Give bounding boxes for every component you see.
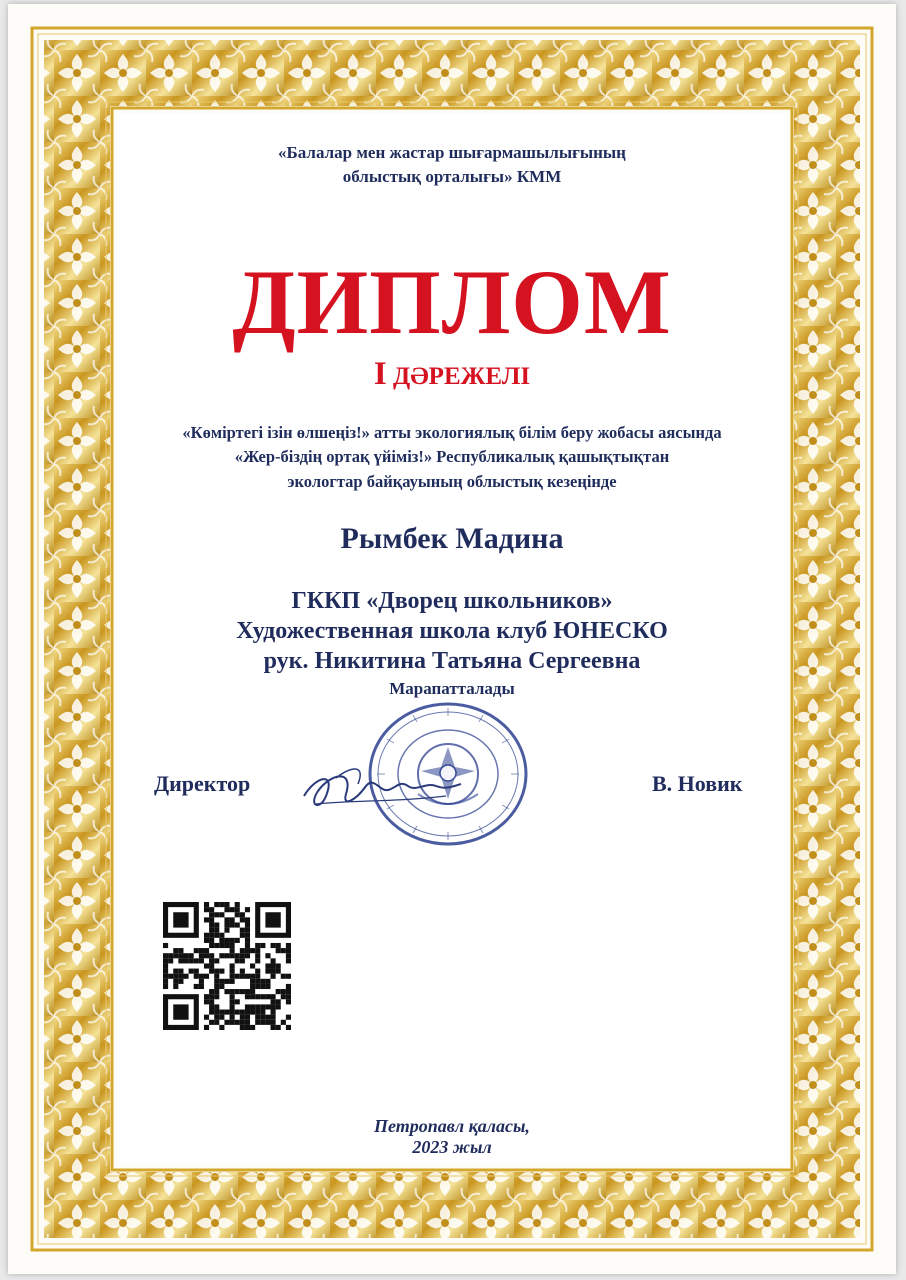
degree-label <box>8 356 896 392</box>
signatory-name: В. Новик <box>652 771 743 796</box>
recipient-name: Рымбек Мадина <box>340 522 564 555</box>
school-line-3: рук. Никитина Татьяна Сергеевна <box>263 648 641 674</box>
description-line-1: «Көміртегі ізін өлшеңіз!» атты экологиялық білім беру жобасы аясында <box>182 423 722 442</box>
qr-code-icon[interactable] <box>163 902 291 1030</box>
handwritten-signature-icon <box>296 756 466 826</box>
description-line-2: «Жер-біздің ортақ үйіміз!» Республикалық қашықтықтан <box>234 447 670 466</box>
organization-line-2: облыстық орталығы» КММ <box>342 167 562 186</box>
school-line-1: ГККП «Дворец школьников» <box>291 588 613 614</box>
diploma-title: ДИПЛОМ <box>232 251 672 353</box>
degree-word: ДӘРЕЖЕЛІ <box>393 363 531 390</box>
signature-role: Директор <box>154 771 251 796</box>
description-line-3: экологтар байқауының облыстық кезеңінде <box>287 472 617 491</box>
diploma-page <box>8 4 896 1274</box>
award-text: Марапатталады <box>389 679 515 698</box>
footer-year: 2023 жыл <box>412 1137 492 1157</box>
organization-line-1: «Балалар мен жастар шығармашылығының <box>278 143 626 162</box>
degree-numeral: I <box>373 356 387 392</box>
school-line-2: Художественная школа клуб ЮНЕСКО <box>236 618 668 644</box>
footer-city: Петропавл қаласы, <box>374 1116 530 1136</box>
